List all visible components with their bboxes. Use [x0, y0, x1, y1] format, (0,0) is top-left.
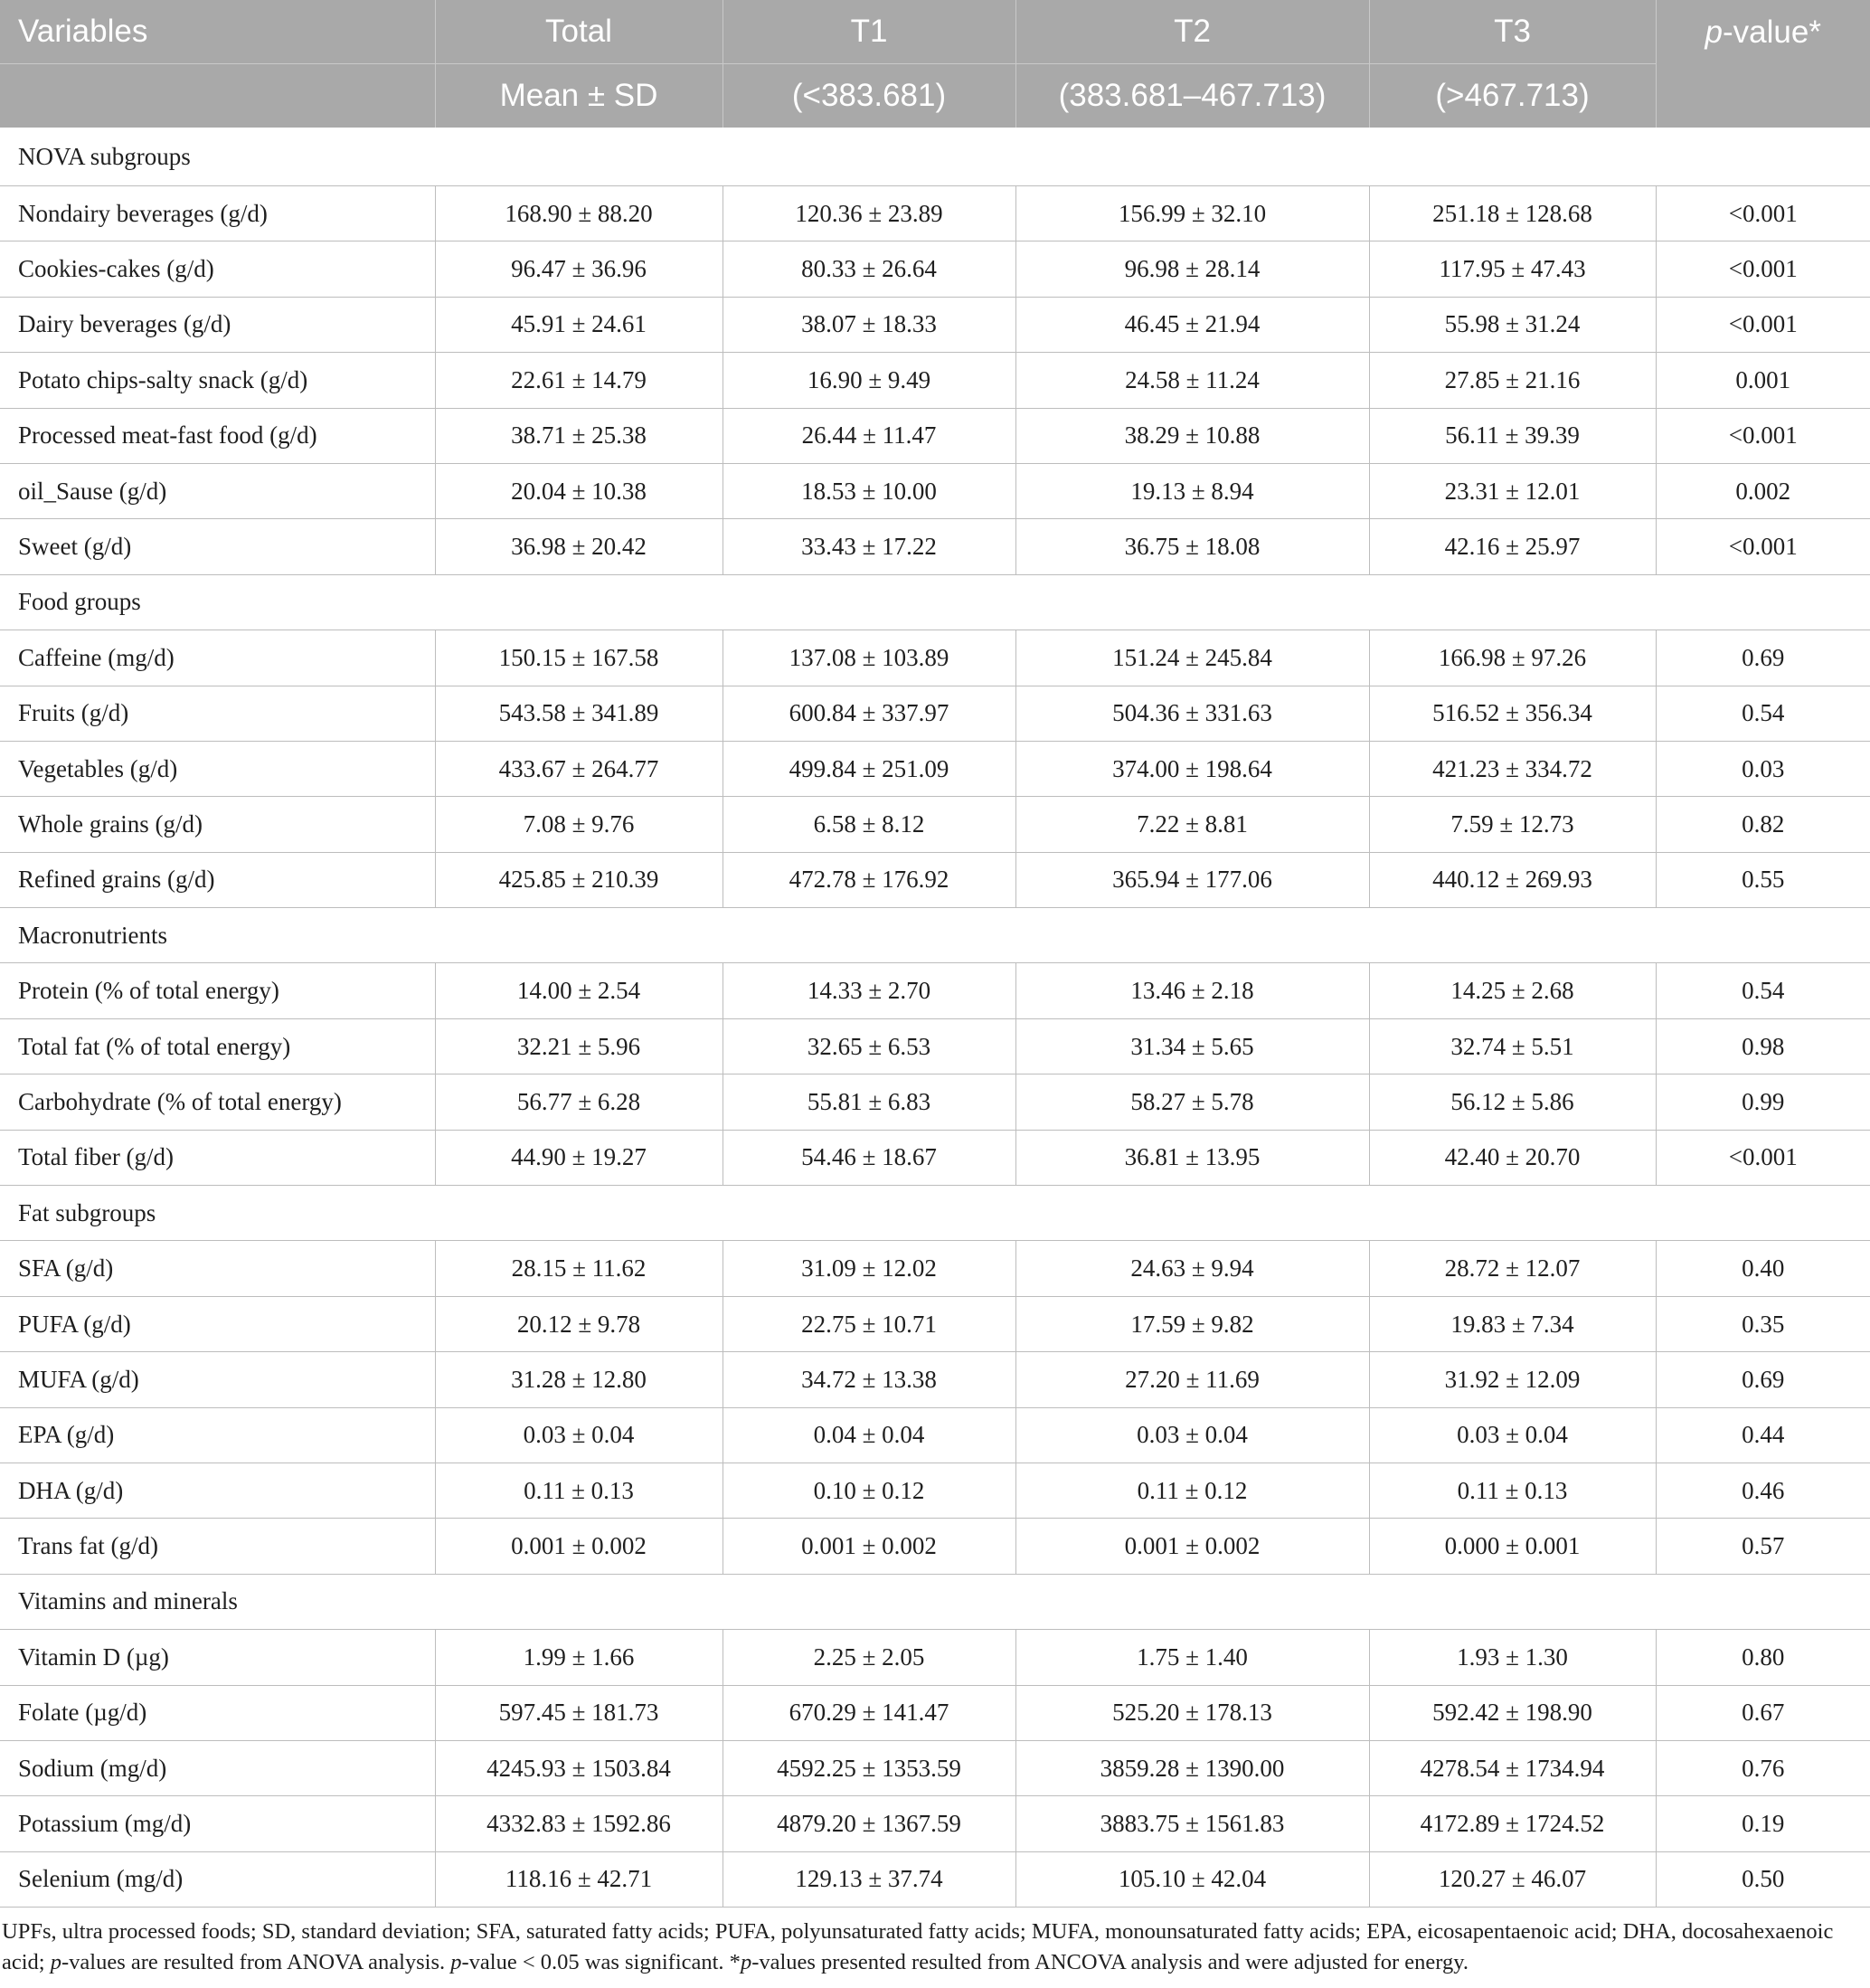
- table-row: [0, 353, 1870, 408]
- header-t3: T3: [1369, 0, 1656, 64]
- cell-t1: 32.65 ± 6.53: [722, 1018, 1015, 1074]
- section-row: [0, 908, 1870, 963]
- cell-variable: Fruits (g/d): [0, 686, 435, 741]
- header-row-2: [0, 64, 1870, 128]
- cell-t1: 80.33 ± 26.64: [722, 241, 1015, 297]
- cell-variable: Processed meat-fast food (g/d): [0, 408, 435, 463]
- cell-t1: 120.36 ± 23.89: [722, 186, 1015, 241]
- table-footnote: [0, 1908, 1870, 1978]
- cell-variable: MUFA (g/d): [0, 1352, 435, 1407]
- footnote-part3: -value < 0.05 was significant. *: [461, 1950, 741, 1975]
- header-p-italic: p: [1705, 14, 1723, 50]
- table-row: [0, 1407, 1870, 1463]
- table-row: [0, 463, 1870, 518]
- cell-t3: 14.25 ± 2.68: [1369, 963, 1656, 1018]
- cell-t3: 42.40 ± 20.70: [1369, 1130, 1656, 1185]
- table-row: [0, 1685, 1870, 1740]
- cell-t1: 26.44 ± 11.47: [722, 408, 1015, 463]
- cell-p-value: 0.82: [1656, 797, 1870, 852]
- header-total: Total: [435, 0, 722, 64]
- header-t3-sub: (>467.713): [1369, 64, 1656, 128]
- cell-total: 597.45 ± 181.73: [435, 1685, 722, 1740]
- cell-p-value: 0.67: [1656, 1685, 1870, 1740]
- cell-t1: 0.04 ± 0.04: [722, 1407, 1015, 1463]
- header-t1: T1: [722, 0, 1015, 64]
- cell-t3: 592.42 ± 198.90: [1369, 1685, 1656, 1740]
- section-row: [0, 128, 1870, 186]
- cell-t1: 38.07 ± 18.33: [722, 297, 1015, 352]
- table-row: [0, 1796, 1870, 1851]
- cell-p-value: 0.76: [1656, 1740, 1870, 1795]
- cell-p-value: 0.99: [1656, 1074, 1870, 1130]
- cell-variable: Vitamin D (µg): [0, 1630, 435, 1685]
- cell-t1: 670.29 ± 141.47: [722, 1685, 1015, 1740]
- footnote-p1: p: [50, 1950, 61, 1975]
- cell-variable: oil_Sause (g/d): [0, 463, 435, 518]
- cell-total: 168.90 ± 88.20: [435, 186, 722, 241]
- cell-t3: 117.95 ± 47.43: [1369, 241, 1656, 297]
- section-row: [0, 574, 1870, 630]
- cell-p-value: <0.001: [1656, 519, 1870, 574]
- table-row: [0, 630, 1870, 686]
- cell-p-value: 0.54: [1656, 963, 1870, 1018]
- cell-p-value: 0.69: [1656, 1352, 1870, 1407]
- cell-t2: 1.75 ± 1.40: [1015, 1630, 1369, 1685]
- cell-variable: Caffeine (mg/d): [0, 630, 435, 686]
- section-row: [0, 1574, 1870, 1629]
- cell-p-value: 0.54: [1656, 686, 1870, 741]
- cell-t1: 6.58 ± 8.12: [722, 797, 1015, 852]
- cell-total: 31.28 ± 12.80: [435, 1352, 722, 1407]
- cell-total: 45.91 ± 24.61: [435, 297, 722, 352]
- cell-p-value: 0.69: [1656, 630, 1870, 686]
- cell-t1: 600.84 ± 337.97: [722, 686, 1015, 741]
- cell-t2: 19.13 ± 8.94: [1015, 463, 1369, 518]
- cell-total: 56.77 ± 6.28: [435, 1074, 722, 1130]
- table-row: [0, 297, 1870, 352]
- cell-total: 28.15 ± 11.62: [435, 1241, 722, 1296]
- cell-t2: 151.24 ± 245.84: [1015, 630, 1369, 686]
- table-row: [0, 1296, 1870, 1351]
- cell-variable: Total fat (% of total energy): [0, 1018, 435, 1074]
- cell-total: 20.04 ± 10.38: [435, 463, 722, 518]
- cell-variable: Cookies-cakes (g/d): [0, 241, 435, 297]
- table-row: [0, 1630, 1870, 1685]
- cell-p-value: 0.35: [1656, 1296, 1870, 1351]
- cell-p-value: 0.55: [1656, 852, 1870, 907]
- cell-t2: 156.99 ± 32.10: [1015, 186, 1369, 241]
- cell-t3: 4172.89 ± 1724.52: [1369, 1796, 1656, 1851]
- cell-total: 14.00 ± 2.54: [435, 963, 722, 1018]
- cell-t1: 14.33 ± 2.70: [722, 963, 1015, 1018]
- cell-variable: Trans fat (g/d): [0, 1519, 435, 1574]
- cell-t2: 96.98 ± 28.14: [1015, 241, 1369, 297]
- cell-t3: 28.72 ± 12.07: [1369, 1241, 1656, 1296]
- cell-total: 1.99 ± 1.66: [435, 1630, 722, 1685]
- cell-variable: Total fiber (g/d): [0, 1130, 435, 1185]
- table-row: [0, 852, 1870, 907]
- header-t2: T2: [1015, 0, 1369, 64]
- section-label: Macronutrients: [0, 908, 1870, 963]
- cell-t3: 32.74 ± 5.51: [1369, 1018, 1656, 1074]
- cell-t2: 17.59 ± 9.82: [1015, 1296, 1369, 1351]
- cell-t1: 34.72 ± 13.38: [722, 1352, 1015, 1407]
- cell-t2: 7.22 ± 8.81: [1015, 797, 1369, 852]
- cell-t3: 7.59 ± 12.73: [1369, 797, 1656, 852]
- table-row: [0, 797, 1870, 852]
- cell-total: 36.98 ± 20.42: [435, 519, 722, 574]
- cell-t2: 3859.28 ± 1390.00: [1015, 1740, 1369, 1795]
- cell-t1: 33.43 ± 17.22: [722, 519, 1015, 574]
- cell-total: 7.08 ± 9.76: [435, 797, 722, 852]
- cell-variable: Protein (% of total energy): [0, 963, 435, 1018]
- cell-t2: 36.75 ± 18.08: [1015, 519, 1369, 574]
- cell-t2: 504.36 ± 331.63: [1015, 686, 1369, 741]
- table-row: [0, 1074, 1870, 1130]
- cell-t3: 166.98 ± 97.26: [1369, 630, 1656, 686]
- cell-t1: 31.09 ± 12.02: [722, 1241, 1015, 1296]
- cell-variable: PUFA (g/d): [0, 1296, 435, 1351]
- table-body: [0, 128, 1870, 1908]
- header-row-1: [0, 0, 1870, 64]
- cell-t1: 0.001 ± 0.002: [722, 1519, 1015, 1574]
- cell-t2: 24.58 ± 11.24: [1015, 353, 1369, 408]
- table-row: [0, 1018, 1870, 1074]
- cell-t1: 4592.25 ± 1353.59: [722, 1740, 1015, 1795]
- cell-variable: Sodium (mg/d): [0, 1740, 435, 1795]
- cell-t2: 0.03 ± 0.04: [1015, 1407, 1369, 1463]
- cell-t2: 0.001 ± 0.002: [1015, 1519, 1369, 1574]
- cell-t3: 440.12 ± 269.93: [1369, 852, 1656, 907]
- cell-variable: Carbohydrate (% of total energy): [0, 1074, 435, 1130]
- table-row: [0, 1352, 1870, 1407]
- table-row: [0, 1740, 1870, 1795]
- section-label: Food groups: [0, 574, 1870, 630]
- table-row: [0, 241, 1870, 297]
- cell-total: 425.85 ± 210.39: [435, 852, 722, 907]
- footnote-part2: -values are resulted from ANOVA analysis.: [61, 1950, 451, 1975]
- cell-total: 38.71 ± 25.38: [435, 408, 722, 463]
- cell-t3: 19.83 ± 7.34: [1369, 1296, 1656, 1351]
- cell-variable: DHA (g/d): [0, 1463, 435, 1518]
- cell-t1: 18.53 ± 10.00: [722, 463, 1015, 518]
- cell-t3: 31.92 ± 12.09: [1369, 1352, 1656, 1407]
- cell-t1: 22.75 ± 10.71: [722, 1296, 1015, 1351]
- cell-total: 118.16 ± 42.71: [435, 1851, 722, 1907]
- cell-total: 0.03 ± 0.04: [435, 1407, 722, 1463]
- cell-p-value: 0.002: [1656, 463, 1870, 518]
- cell-t3: 56.11 ± 39.39: [1369, 408, 1656, 463]
- cell-t2: 525.20 ± 178.13: [1015, 1685, 1369, 1740]
- cell-t2: 13.46 ± 2.18: [1015, 963, 1369, 1018]
- cell-total: 0.001 ± 0.002: [435, 1519, 722, 1574]
- cell-t2: 374.00 ± 198.64: [1015, 741, 1369, 796]
- cell-t2: 31.34 ± 5.65: [1015, 1018, 1369, 1074]
- cell-t2: 27.20 ± 11.69: [1015, 1352, 1369, 1407]
- cell-variable: Selenium (mg/d): [0, 1851, 435, 1907]
- footnote-p3: p: [740, 1950, 752, 1975]
- cell-t2: 24.63 ± 9.94: [1015, 1241, 1369, 1296]
- cell-t3: 251.18 ± 128.68: [1369, 186, 1656, 241]
- footnote-part1: UPFs, ultra processed foods; SD, standard deviation; SFA, saturated fatty acids; PUFA, polyunsaturated fatty acids; MUFA, monounsaturated fatty acids; EPA, eicosapentaenoic acid; DHA, docosahexaenoic acid;: [2, 1919, 1834, 1975]
- table-row: [0, 686, 1870, 741]
- cell-t1: 54.46 ± 18.67: [722, 1130, 1015, 1185]
- cell-t3: 0.11 ± 0.13: [1369, 1463, 1656, 1518]
- cell-variable: Dairy beverages (g/d): [0, 297, 435, 352]
- cell-t2: 0.11 ± 0.12: [1015, 1463, 1369, 1518]
- cell-variable: Sweet (g/d): [0, 519, 435, 574]
- cell-p-value: 0.03: [1656, 741, 1870, 796]
- cell-t3: 23.31 ± 12.01: [1369, 463, 1656, 518]
- cell-t2: 3883.75 ± 1561.83: [1015, 1796, 1369, 1851]
- cell-variable: Folate (µg/d): [0, 1685, 435, 1740]
- cell-total: 4332.83 ± 1592.86: [435, 1796, 722, 1851]
- table-row: [0, 519, 1870, 574]
- header-total-sub: Mean ± SD: [435, 64, 722, 128]
- cell-t2: 365.94 ± 177.06: [1015, 852, 1369, 907]
- section-label: Fat subgroups: [0, 1186, 1870, 1241]
- cell-p-value: <0.001: [1656, 186, 1870, 241]
- cell-t3: 120.27 ± 46.07: [1369, 1851, 1656, 1907]
- table-row: [0, 963, 1870, 1018]
- cell-t3: 42.16 ± 25.97: [1369, 519, 1656, 574]
- footnote-p2: p: [450, 1950, 462, 1975]
- cell-p-value: 0.001: [1656, 353, 1870, 408]
- section-row: [0, 1186, 1870, 1241]
- header-p-value: [1656, 0, 1870, 128]
- cell-p-value: 0.50: [1656, 1851, 1870, 1907]
- cell-t3: 27.85 ± 21.16: [1369, 353, 1656, 408]
- cell-t1: 2.25 ± 2.05: [722, 1630, 1015, 1685]
- cell-p-value: 0.57: [1656, 1519, 1870, 1574]
- cell-t2: 36.81 ± 13.95: [1015, 1130, 1369, 1185]
- cell-p-value: <0.001: [1656, 1130, 1870, 1185]
- cell-t3: 421.23 ± 334.72: [1369, 741, 1656, 796]
- cell-t1: 16.90 ± 9.49: [722, 353, 1015, 408]
- section-label: Vitamins and minerals: [0, 1574, 1870, 1629]
- cell-total: 20.12 ± 9.78: [435, 1296, 722, 1351]
- cell-variable: Potato chips-salty snack (g/d): [0, 353, 435, 408]
- header-t2-sub: (383.681–467.713): [1015, 64, 1369, 128]
- footnote-part4: -values presented resulted from ANCOVA analysis and were adjusted for energy.: [751, 1950, 1469, 1975]
- table-row: [0, 186, 1870, 241]
- table-row: [0, 1241, 1870, 1296]
- cell-total: 433.67 ± 264.77: [435, 741, 722, 796]
- cell-p-value: 0.19: [1656, 1796, 1870, 1851]
- cell-t2: 58.27 ± 5.78: [1015, 1074, 1369, 1130]
- cell-total: 4245.93 ± 1503.84: [435, 1740, 722, 1795]
- cell-variable: EPA (g/d): [0, 1407, 435, 1463]
- cell-t2: 38.29 ± 10.88: [1015, 408, 1369, 463]
- cell-t3: 56.12 ± 5.86: [1369, 1074, 1656, 1130]
- table-row: [0, 1519, 1870, 1574]
- cell-t1: 4879.20 ± 1367.59: [722, 1796, 1015, 1851]
- cell-t1: 0.10 ± 0.12: [722, 1463, 1015, 1518]
- table-row: [0, 1851, 1870, 1907]
- cell-total: 150.15 ± 167.58: [435, 630, 722, 686]
- header-p-rest: -value*: [1723, 14, 1821, 50]
- cell-t3: 516.52 ± 356.34: [1369, 686, 1656, 741]
- cell-t3: 0.03 ± 0.04: [1369, 1407, 1656, 1463]
- cell-t3: 4278.54 ± 1734.94: [1369, 1740, 1656, 1795]
- cell-variable: Refined grains (g/d): [0, 852, 435, 907]
- cell-total: 0.11 ± 0.13: [435, 1463, 722, 1518]
- cell-t2: 46.45 ± 21.94: [1015, 297, 1369, 352]
- cell-p-value: 0.46: [1656, 1463, 1870, 1518]
- cell-t1: 137.08 ± 103.89: [722, 630, 1015, 686]
- cell-t1: 129.13 ± 37.74: [722, 1851, 1015, 1907]
- cell-p-value: 0.98: [1656, 1018, 1870, 1074]
- cell-p-value: <0.001: [1656, 241, 1870, 297]
- cell-total: 44.90 ± 19.27: [435, 1130, 722, 1185]
- table-row: [0, 1130, 1870, 1185]
- cell-total: 22.61 ± 14.79: [435, 353, 722, 408]
- cell-p-value: 0.80: [1656, 1630, 1870, 1685]
- cell-total: 32.21 ± 5.96: [435, 1018, 722, 1074]
- table-row: [0, 408, 1870, 463]
- cell-p-value: 0.40: [1656, 1241, 1870, 1296]
- cell-variable: Nondairy beverages (g/d): [0, 186, 435, 241]
- cell-total: 96.47 ± 36.96: [435, 241, 722, 297]
- cell-t3: 55.98 ± 31.24: [1369, 297, 1656, 352]
- cell-p-value: 0.44: [1656, 1407, 1870, 1463]
- cell-variable: SFA (g/d): [0, 1241, 435, 1296]
- cell-variable: Vegetables (g/d): [0, 741, 435, 796]
- table-header: [0, 0, 1870, 128]
- cell-t1: 55.81 ± 6.83: [722, 1074, 1015, 1130]
- cell-t1: 499.84 ± 251.09: [722, 741, 1015, 796]
- cell-total: 543.58 ± 341.89: [435, 686, 722, 741]
- cell-p-value: <0.001: [1656, 408, 1870, 463]
- header-t1-sub: (<383.681): [722, 64, 1015, 128]
- cell-variable: Potassium (mg/d): [0, 1796, 435, 1851]
- table-row: [0, 741, 1870, 796]
- cell-t3: 0.000 ± 0.001: [1369, 1519, 1656, 1574]
- cell-t2: 105.10 ± 42.04: [1015, 1851, 1369, 1907]
- section-label: NOVA subgroups: [0, 128, 1870, 186]
- cell-t1: 472.78 ± 176.92: [722, 852, 1015, 907]
- header-variables-sub: [0, 64, 435, 128]
- cell-t3: 1.93 ± 1.30: [1369, 1630, 1656, 1685]
- cell-p-value: <0.001: [1656, 297, 1870, 352]
- header-variables: Variables: [0, 0, 435, 64]
- cell-variable: Whole grains (g/d): [0, 797, 435, 852]
- table-row: [0, 1463, 1870, 1518]
